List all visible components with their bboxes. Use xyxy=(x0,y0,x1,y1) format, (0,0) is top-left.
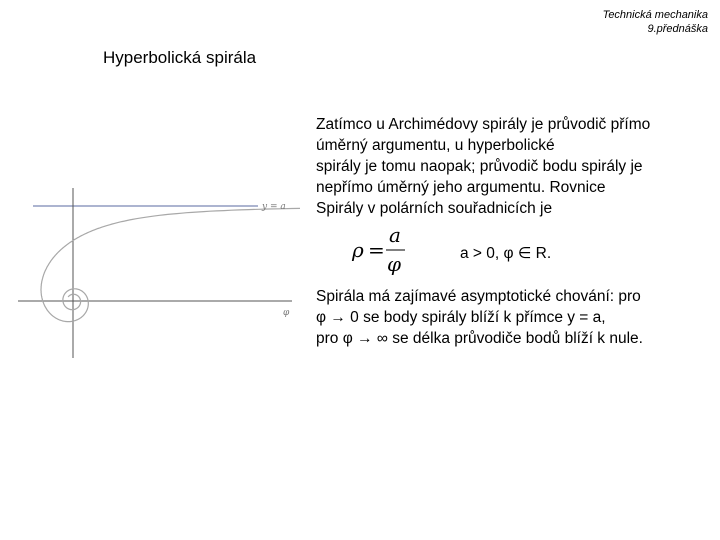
paragraph-line: úměrný argumentu, u hyperbolické xyxy=(316,137,555,154)
formula-equals: = xyxy=(368,238,385,262)
course-name: Technická mechanika xyxy=(602,9,708,21)
slide-title: Hyperbolická spirála xyxy=(103,48,257,67)
paragraph-line: pro φ → ∞ se délka průvodiče bodů blíží k nule. xyxy=(316,330,643,347)
formula-denominator: φ xyxy=(387,252,402,276)
formula-numerator: a xyxy=(389,226,401,247)
paragraph-line: spirály je tomu naopak; průvodič bodu spirály je xyxy=(316,158,643,175)
paragraph-line: Zatímco u Archimédovy spirály je průvodič přímo xyxy=(316,116,651,133)
paragraph-line: φ → 0 se body spirály blíží k přímce y = a, xyxy=(316,309,606,326)
spiral-equation xyxy=(350,226,430,276)
paragraph-line: Spirály v polárních souřadnicích je xyxy=(316,200,553,217)
intro-paragraph xyxy=(316,114,716,219)
lecture-number: 9.přednáška xyxy=(647,23,708,35)
axis-phi-label: φ xyxy=(283,308,290,318)
asymptotic-paragraph xyxy=(316,286,716,349)
hyperbolic-spiral-figure xyxy=(0,180,300,370)
asymptote-label: y = a xyxy=(262,202,286,212)
formula-condition: a > 0, φ ∈ R. xyxy=(460,245,552,262)
paragraph-line: Spirála má zajímavé asymptotické chování: pro xyxy=(316,288,641,305)
spiral-curve xyxy=(41,208,300,322)
paragraph-line: nepřímo úměrný jeho argumentu. Rovnice xyxy=(316,179,606,196)
slide-header xyxy=(603,8,708,36)
formula-rho: ρ xyxy=(352,238,364,262)
